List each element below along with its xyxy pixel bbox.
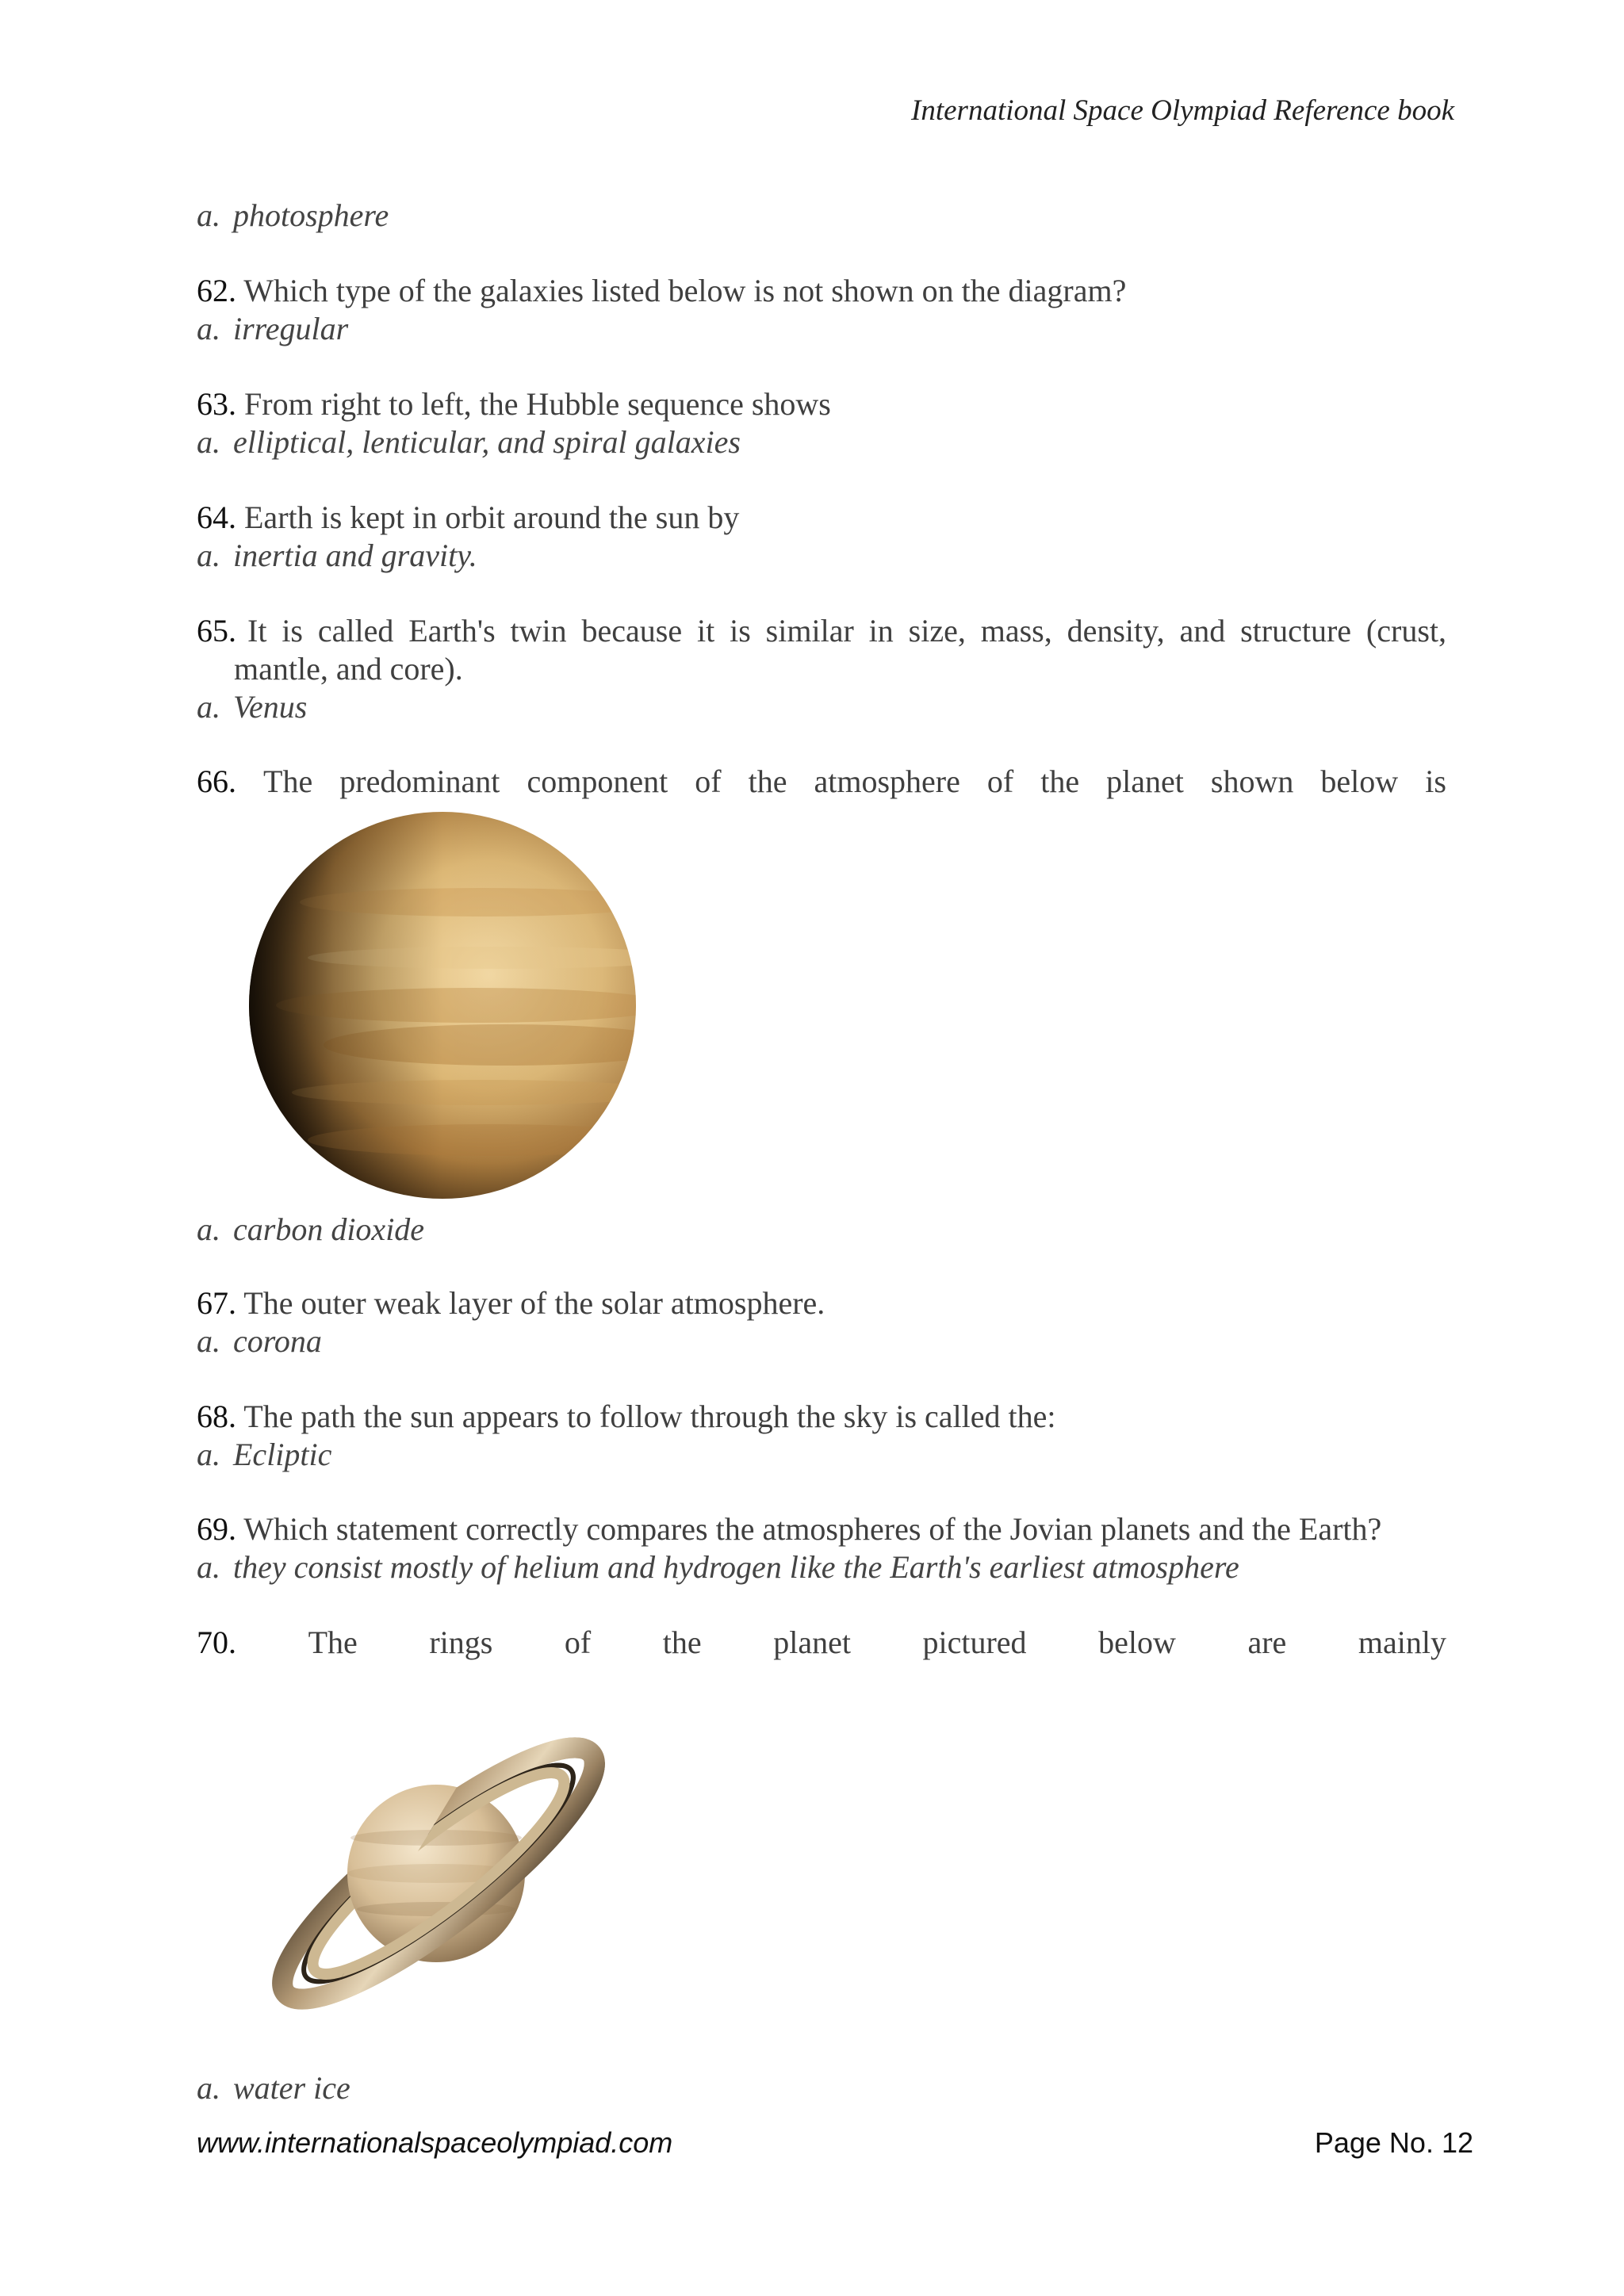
question-word: is — [1425, 763, 1446, 799]
question-text: From right to left, the Hubble sequence shows — [244, 386, 831, 422]
answer-text: they consist mostly of helium and hydrogen like the Earth's earliest atmosphere — [233, 1549, 1239, 1585]
question-word: shown — [1210, 763, 1294, 799]
footer-page-number: Page No. 12 — [1314, 2126, 1473, 2159]
question-word: of — [695, 763, 722, 799]
answer-text: elliptical, lenticular, and spiral galaxies — [233, 424, 741, 460]
question-63 — [197, 385, 1446, 423]
answer-letter: a. — [197, 424, 220, 460]
question-70 — [197, 1624, 1446, 1662]
question-word: component — [527, 763, 668, 799]
question-text: Which statement correctly compares the atmospheres of the Jovian planets and the Earth? — [243, 1511, 1382, 1547]
answer-letter: a. — [197, 1549, 220, 1585]
question-64 — [197, 499, 1446, 537]
question-number: 69. — [197, 1511, 236, 1547]
answer-text: photosphere — [233, 197, 389, 233]
question-number: 63. — [197, 386, 236, 422]
answer-letter: a. — [197, 311, 220, 346]
answer-text: Venus — [233, 689, 308, 725]
answer-62 — [197, 310, 1446, 348]
answer-68 — [197, 1436, 1446, 1474]
answer-64 — [197, 537, 1446, 575]
answer-letter: a. — [197, 1323, 220, 1359]
question-word: The — [308, 1624, 358, 1660]
question-word: are — [1247, 1624, 1287, 1660]
question-number: 66. — [197, 763, 236, 799]
question-text-continued: mantle, and core). — [234, 651, 463, 687]
saturn-planet-image — [242, 1719, 638, 2028]
question-word: predominant — [339, 763, 500, 799]
question-word: of — [986, 763, 1014, 799]
answer-letter: a. — [197, 1211, 220, 1247]
answer-text: carbon dioxide — [233, 1211, 425, 1247]
question-text: It is called Earth's twin because it is similar in size, mass, density, and structure (crust, — [247, 613, 1446, 649]
answer-text: irregular — [233, 311, 349, 346]
question-66 — [197, 763, 1446, 801]
answer-67 — [197, 1322, 1446, 1360]
question-62 — [197, 272, 1446, 310]
answer-61 — [197, 197, 1446, 235]
question-word: planet — [773, 1624, 851, 1660]
venus-planet-image — [244, 807, 641, 1203]
question-number: 67. — [197, 1285, 236, 1321]
answer-letter: a. — [197, 197, 220, 233]
question-word: mainly — [1358, 1624, 1446, 1660]
answer-text: water ice — [233, 2070, 350, 2106]
answer-letter: a. — [197, 689, 220, 725]
question-number: 68. — [197, 1399, 236, 1434]
answer-63 — [197, 423, 1446, 461]
answer-text: corona — [233, 1323, 322, 1359]
answer-70 — [197, 2069, 1446, 2107]
answer-65 — [197, 688, 1446, 726]
question-word: pictured — [922, 1624, 1027, 1660]
question-word: the — [748, 763, 787, 799]
question-text: Which type of the galaxies listed below is not shown on the diagram? — [243, 273, 1127, 308]
question-number: 62. — [197, 273, 236, 308]
question-65-line-2 — [197, 650, 1446, 688]
question-word: below — [1320, 763, 1399, 799]
answer-66 — [197, 1211, 1446, 1249]
question-word: below — [1098, 1624, 1176, 1660]
page-header: International Space Olympiad Reference book — [911, 94, 1454, 127]
question-word: of — [564, 1624, 592, 1660]
question-word: atmosphere — [814, 763, 960, 799]
question-word: planet — [1106, 763, 1184, 799]
question-text: The path the sun appears to follow through the sky is called the: — [243, 1399, 1056, 1434]
answer-text: inertia and gravity. — [233, 538, 477, 573]
question-number: 64. — [197, 499, 236, 535]
question-text: The outer weak layer of the solar atmosphere. — [243, 1285, 825, 1321]
question-69 — [197, 1510, 1446, 1548]
footer-website-link[interactable]: www.internationalspaceolympiad.com — [197, 2126, 673, 2159]
question-text: Earth is kept in orbit around the sun by — [244, 499, 740, 535]
question-68 — [197, 1398, 1446, 1436]
answer-letter: a. — [197, 2070, 220, 2106]
answer-text: Ecliptic — [233, 1437, 332, 1472]
answer-69 — [197, 1548, 1446, 1586]
question-number: 65. — [197, 613, 236, 649]
question-word: rings — [429, 1624, 493, 1660]
question-word: The — [263, 763, 313, 799]
question-word: the — [662, 1624, 702, 1660]
answer-letter: a. — [197, 538, 220, 573]
question-67 — [197, 1284, 1446, 1322]
answer-letter: a. — [197, 1437, 220, 1472]
question-65-line-1 — [197, 612, 1446, 650]
question-number: 70. — [197, 1624, 236, 1660]
question-word: the — [1040, 763, 1080, 799]
